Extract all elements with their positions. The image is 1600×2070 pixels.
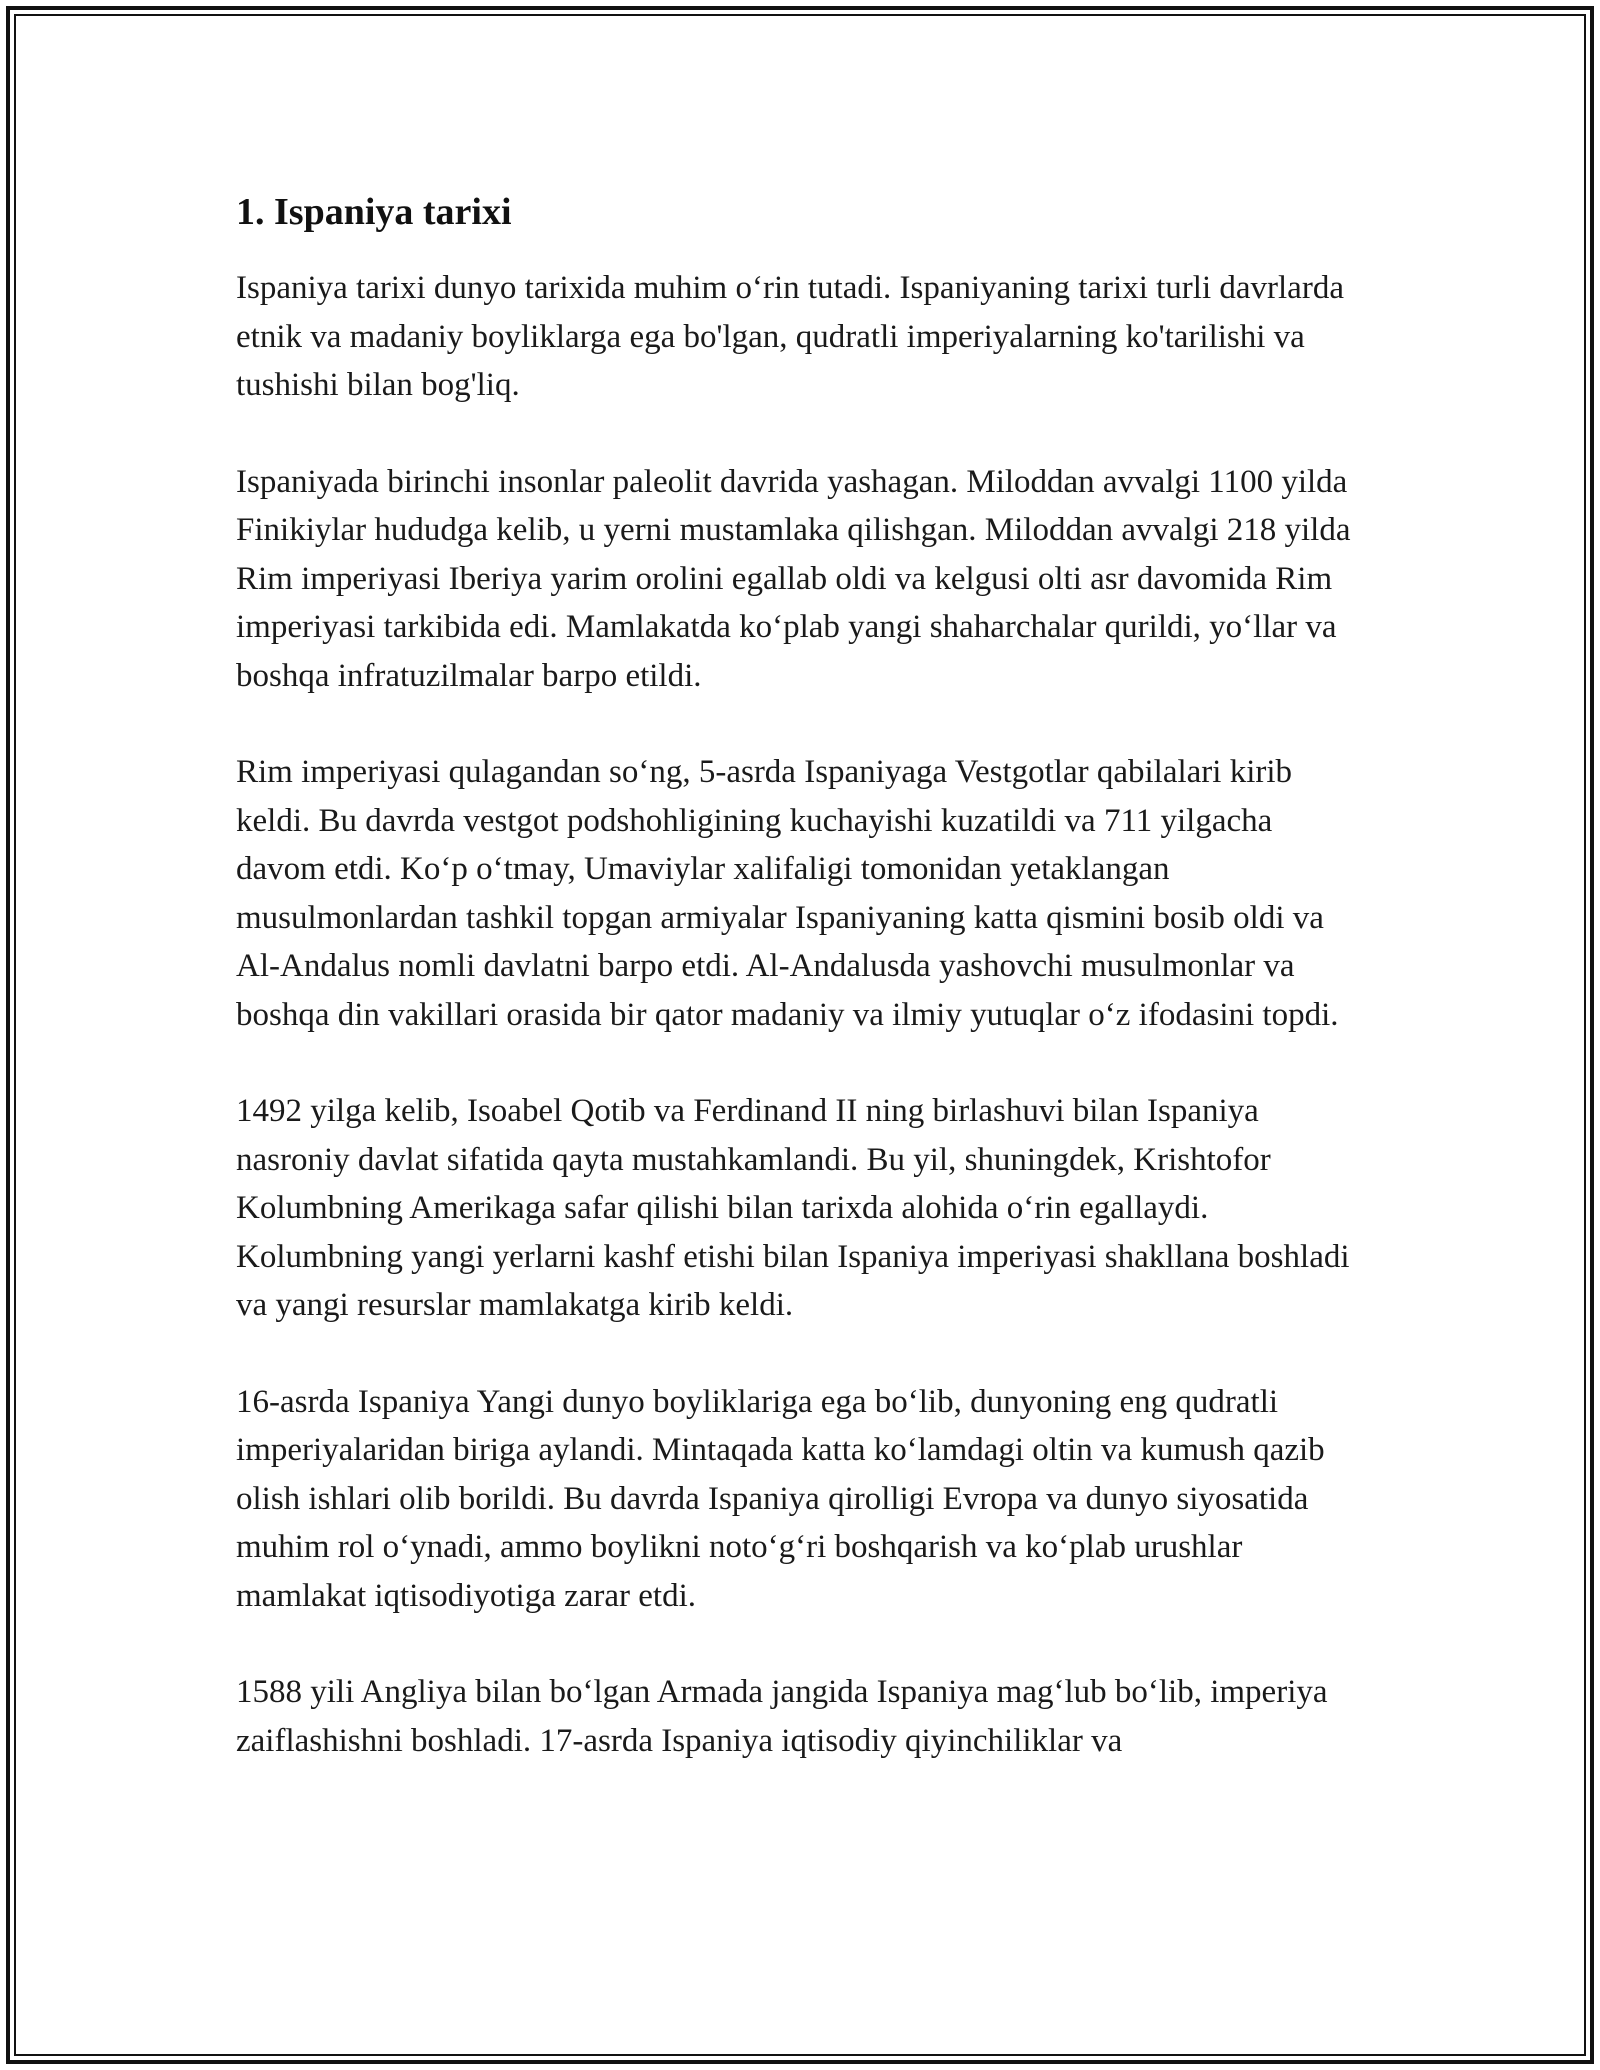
document-body <box>236 188 1366 1813</box>
paragraph-armada-decline: 1588 yili Angliya bilan bo‘lgan Armada jangida Ispaniya mag‘lub bo‘lib, imperiya zaiflashishni boshladi. 17-asrda Ispaniya iqtisodiy qiyinchiliklar va <box>236 1674 1328 1759</box>
paragraph-intro: Ispaniya tarixi dunyo tarixida muhim o‘rin tutadi. Ispaniyaning tarixi turli davrlarda etnik va madaniy boyliklarga ega bo'lgan, qudratli imperiyalarning ko'tarilishi va tushishi bilan bog'liq. <box>236 270 1344 403</box>
section-heading: 1. Ispaniya tarixi <box>236 191 512 233</box>
paragraph-visigoths-al-andalus: Rim imperiyasi qulagandan so‘ng, 5-asrda Ispaniyaga Vestgotlar qabilalari kirib keldi. Bu davrda vestgot podshohligining kuchayishi kuzatildi va 711 yilgacha davom etdi. Ko‘p o‘tmay, Umaviylar xalifaligi tomonidan yetaklangan musulmonlardan tashkil topgan armiyalar Ispaniyaning katta qismini bosib oldi va Al-Andalus nomli davlatni barpo etdi. Al-Andalusda yashovchi musulmonlar va boshqa din vakillari orasida bir qator madaniy va ilmiy yutuqlar o‘z ifodasini topdi. <box>236 754 1339 1033</box>
paragraph-ancient-period: Ispaniyada birinchi insonlar paleolit davrida yashagan. Miloddan avvalgi 1100 yilda Finikiylar hududga kelib, u yerni mustamlaka qilishgan. Miloddan avvalgi 218 yilda Rim imperiyasi Iberiya yarim orolini egallab oldi va kelgusi olti asr davomida Rim imperiyasi tarkibida edi. Mamlakatda ko‘plab yangi shaharchalar qurildi, yo‘llar va boshqa infratuzilmalar barpo etildi. <box>236 463 1351 694</box>
paragraph-1492-unification: 1492 yilga kelib, Isoabel Qotib va Ferdinand II ning birlashuvi bilan Ispaniya nasroniy davlat sifatida qayta mustahkamlandi. Bu yil, shuningdek, Krishtofor Kolumbning Amerikaga safar qilishi bilan tarixda alohida o‘rin egallaydi. Kolumbning yangi yerlarni kashf etishi bilan Ispaniya imperiyasi shakllana boshladi va yangi resurslar mamlakatga kirib keldi. <box>236 1093 1350 1323</box>
paragraph-16th-century: 16-asrda Ispaniya Yangi dunyo boyliklariga ega bo‘lib, dunyoning eng qudratli imperiyalaridan biriga aylandi. Mintaqada katta ko‘lamdagi oltin va kumush qazib olish ishlari olib borildi. Bu davrda Ispaniya qirolligi Evropa va dunyo siyosatida muhim rol o‘ynadi, ammo boylikni noto‘g‘ri boshqarish va ko‘plab urushlar mamlakat iqtisodiyotiga zarar etdi. <box>236 1383 1325 1614</box>
